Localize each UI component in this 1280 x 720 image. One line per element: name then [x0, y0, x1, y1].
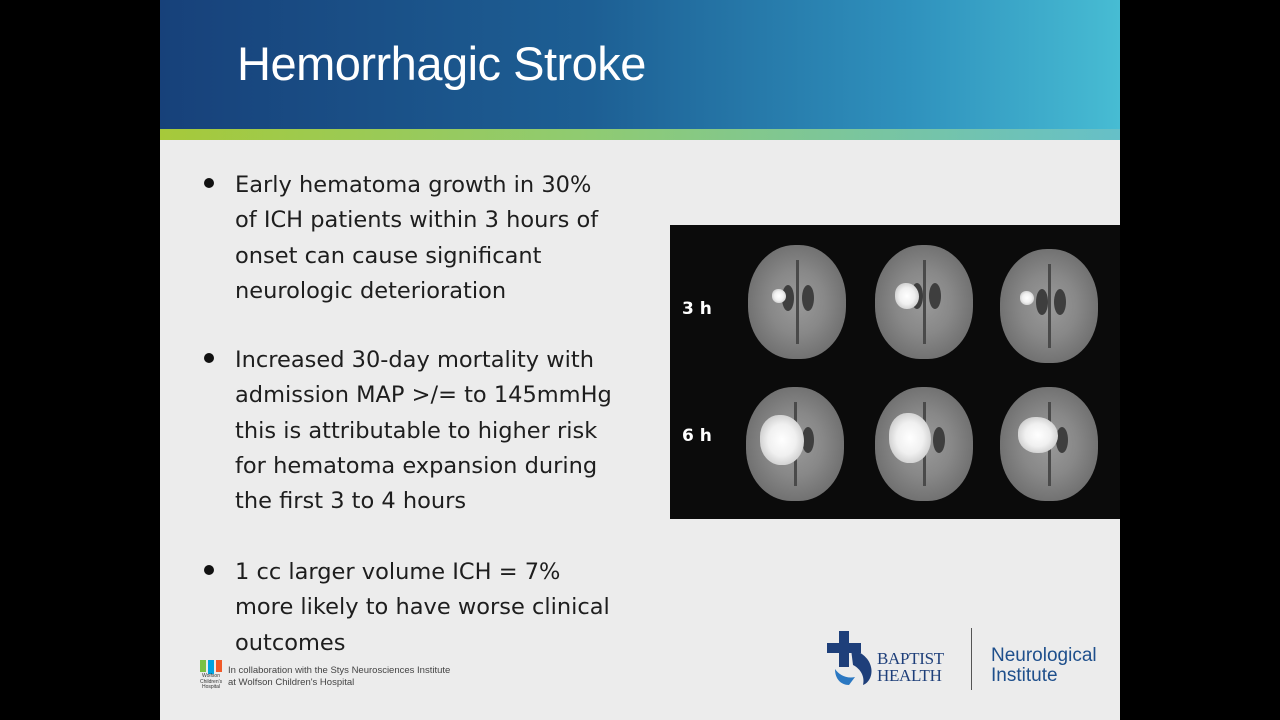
ct-scan-image	[875, 387, 973, 501]
slide-title: Hemorrhagic Stroke	[237, 37, 646, 90]
collaboration-line: at Wolfson Children's Hospital	[228, 677, 355, 688]
logo-divider	[971, 628, 972, 690]
health-line: HEALTH	[877, 666, 942, 685]
bullet-line: for hematoma expansion during	[235, 452, 598, 479]
bullet-line: Early hematoma growth in 30%	[235, 172, 592, 198]
bullet-text	[235, 343, 645, 519]
title-banner	[160, 0, 1120, 129]
bullet-line: Increased 30-day mortality with	[235, 347, 595, 373]
collaboration-line: In collaboration with the Stys Neurosciences Institute	[228, 665, 451, 676]
bullet-text	[235, 168, 645, 309]
ct-scan-image	[748, 245, 846, 359]
baptist-health-text	[877, 650, 944, 684]
row-label-6h: 6 h	[682, 426, 712, 446]
bullet-line: of ICH patients within 3 hours of	[235, 207, 599, 234]
ct-scan-figure	[670, 225, 1120, 519]
institute-line: Institute	[991, 665, 1058, 686]
collaboration-note	[228, 665, 450, 689]
neurological-institute-text	[991, 646, 1097, 686]
bullet-line: this is attributable to higher risk	[235, 417, 598, 444]
bullet-line: more likely to have worse clinical	[235, 594, 610, 621]
bullet-dot-icon	[204, 565, 214, 575]
baptist-cross-icon	[825, 629, 877, 687]
row-label-3h: 3 h	[682, 299, 712, 319]
bullet-line: 1 cc larger volume ICH = 7%	[235, 559, 561, 585]
ct-scan-image	[746, 387, 844, 501]
institute-line: Neurological	[991, 645, 1097, 666]
bullet-line: onset can cause significant	[235, 242, 542, 269]
bullet-dot-icon	[204, 178, 214, 188]
wolfson-logo-text: Wolfson Children's Hospital	[200, 673, 223, 690]
bullet-dot-icon	[204, 353, 214, 363]
bullet-text	[235, 555, 645, 661]
bullet-line: outcomes	[235, 629, 346, 656]
ct-scan-image	[1000, 249, 1098, 363]
slide	[160, 0, 1120, 720]
ct-scan-image	[875, 245, 973, 359]
bullet-line: neurologic deterioration	[235, 277, 507, 304]
baptist-health-logo	[825, 626, 1115, 690]
ct-scan-image	[1000, 387, 1098, 501]
baptist-line: BAPTIST	[877, 649, 944, 668]
bullet-line: admission MAP >/= to 145mmHg	[235, 382, 612, 409]
accent-bar	[160, 129, 1120, 140]
wolfson-childrens-logo	[200, 660, 222, 692]
bullet-line: the first 3 to 4 hours	[235, 488, 467, 515]
